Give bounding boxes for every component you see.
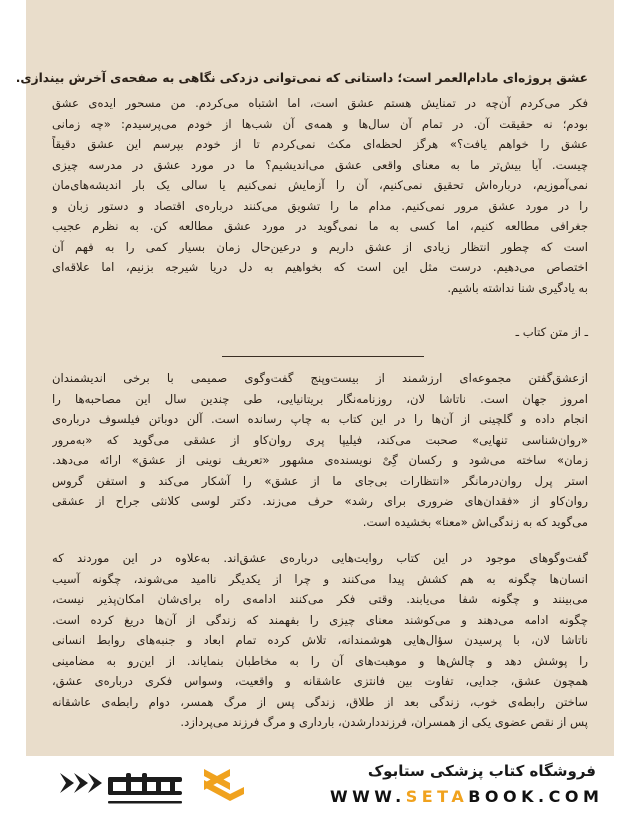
text-line: ازعشق‌گفتن مجموعه‌ای ارزشمند از بیست‌وپنج گفت‌وگوی صمیمی با برخی اندیشمندان [52, 371, 588, 385]
text-line: ساختن رابطه‌ی خوب، زندگی بعد از طلاق، زندگی پس از مرگ همسر، دوام رابطه‌ی عاشقانه [52, 694, 588, 709]
section-divider [222, 356, 424, 357]
url-suffix: BOOK.COM [468, 787, 604, 806]
text-line: انجام داده و گلچینی از آن‌ها را در این کتاب به چاپ رسانده است. آلن دوباتن فیلسوف درباره‌ی [52, 412, 588, 426]
text-line: را پوشش دهد و چالش‌ها و موهبت‌های آن را به مخاطبان بنمایاند. از این‌رو به مضامینی [52, 653, 588, 668]
excerpt-paragraph [52, 93, 588, 298]
page-title: عشق پروژه‌ای مادام‌العمر است؛ داستانی که نمی‌توانی دزدکی نگاهی به صفحه‌ی آخرش بیندازی. [15, 71, 588, 85]
text-line: عشق را خواهم یافت؟» هرگز لحظه‌ای مکث نمی‌کردم تا از خودم بپرسم این عشق دقیقاً [52, 137, 588, 151]
setabook-logo[interactable] [44, 763, 254, 811]
text-line: انسان‌ها چگونه به هم کشش پیدا می‌کنند و چرا از یکدیگر ناامید می‌شوند، چگونه آسیب [52, 571, 588, 586]
store-url[interactable] [330, 787, 630, 806]
text-line: زمان» ساخته می‌شود و رکسان گِیْ نویسنده‌ی مشهور «تعریف نوینی از عشق» ارائه می‌دهد. [52, 453, 588, 467]
text-line: همچون عشق، جدایی، تفاوت بین فانتزی عاشقانه و واقعیت، وسواس فکری درباره‌ی عشق، [52, 674, 588, 688]
text-line: فکر می‌کردم آن‌چه در تمنایش هستم عشق است، اما اشتباه می‌کردم. من مسحور ایده‌ی عشق [52, 96, 588, 110]
text-line: پس از نقص عضوی یکی از همسران، فرزنددارشدن، بارداری و مرگ فرزند می‌پردازد. [180, 715, 588, 729]
text-line: می‌گوید که به زندگی‌اش «معنا» بخشیده است. [362, 514, 588, 529]
text-line: گفت‌وگوهای موجود در این کتاب روایت‌هایی درباره‌ی عشق‌اند. به‌علاوه در این موردند که [52, 551, 588, 565]
text-line: نمی‌آموزیم، درباره‌اش تحقیق نمی‌کنیم، آن را آزمایش نمی‌کنیم یا سالی یک بار اندیشه‌های‌مان [52, 178, 588, 192]
text-line: جغرافی مطالعه کنیم، اما کسی به ما نمی‌گوید در مورد عشق مطالعه کن. به نظرم عجیب [52, 219, 588, 233]
text-line: روان‌کاو از «فقدان‌های ضروری برای رشد» حرف می‌زند. دکتر لوسی کلانثی جراح از عشقی [52, 494, 588, 508]
right-margin [614, 0, 640, 756]
text-line: چگونه ادامه می‌دهند و می‌کوشند معنای چیزی را بفهمند که زندگی از آن‌ها دریغ کرده است. [52, 612, 588, 627]
book-page [15, 0, 614, 756]
url-accent: SETA [405, 787, 469, 806]
text-line: را در مورد عشق مرور نمی‌کنیم. مدام ما را تشویق می‌کنند درباره‌ی اقتصاد و دستور زبان و [52, 198, 588, 213]
text-line: بودم؛ نه حقیقت آن. در تمام آن سال‌ها و همه‌ی آن شب‌ها از خودم می‌پرسیدم: «چه زمانی [52, 116, 588, 131]
left-margin [0, 0, 26, 756]
url-prefix: WWW. [330, 787, 406, 806]
text-line: می‌بینند و چگونه شفا می‌یابند. وقتی فکر می‌کنند ادامه‌ی راه برای‌شان امکان‌پذیر نیست، [52, 592, 588, 606]
text-line: استر پرل روان‌درمانگر «انتظارات بی‌جای ما از عشق» را آشکار می‌کند و استفن گروس [52, 473, 588, 488]
logo-tagline [108, 801, 182, 804]
text-line: چیست. آیا بیش‌تر ما به معنای واقعی عشق می‌اندیشیم؟ ما در مورد عشق در مدرسه چیزی [52, 157, 588, 172]
text-line: به یادگیری شنا نداشته باشیم. [447, 280, 588, 295]
text-line: است که چطور انتظار زیادی از عشق داریم و درعین‌حال زمان بسیار کمی را به فهم آن [52, 239, 588, 254]
text-line: ناتاشا لان، با پرسیدن سؤال‌هایی هوشمندانه، تلاش کرده تمام ابعاد و جنبه‌های روابط انسانی [52, 633, 588, 647]
store-name: فروشگاه کتاب پزشکی ستابوک [367, 762, 596, 780]
setabook-logo-image [44, 763, 254, 811]
text-line: اختصاص می‌دهیم. درست مثل این است که بخواهیم به دل دریا شیرجه بزنیم، اما علاقه‌ای [52, 260, 588, 274]
excerpt-source: ـ از متن کتاب ـ [515, 325, 588, 339]
text-line: امروز جهان است. ناتاشا لان، روزنامه‌نگار بریتانیایی، طی چندین سال این مصاحبه‌ها را [52, 391, 588, 406]
text-line: «روان‌شناسی تنهایی» صحبت می‌کند، فیلیپا پری روان‌کاو از عشقی می‌گوید که «به‌مرور [52, 432, 588, 447]
